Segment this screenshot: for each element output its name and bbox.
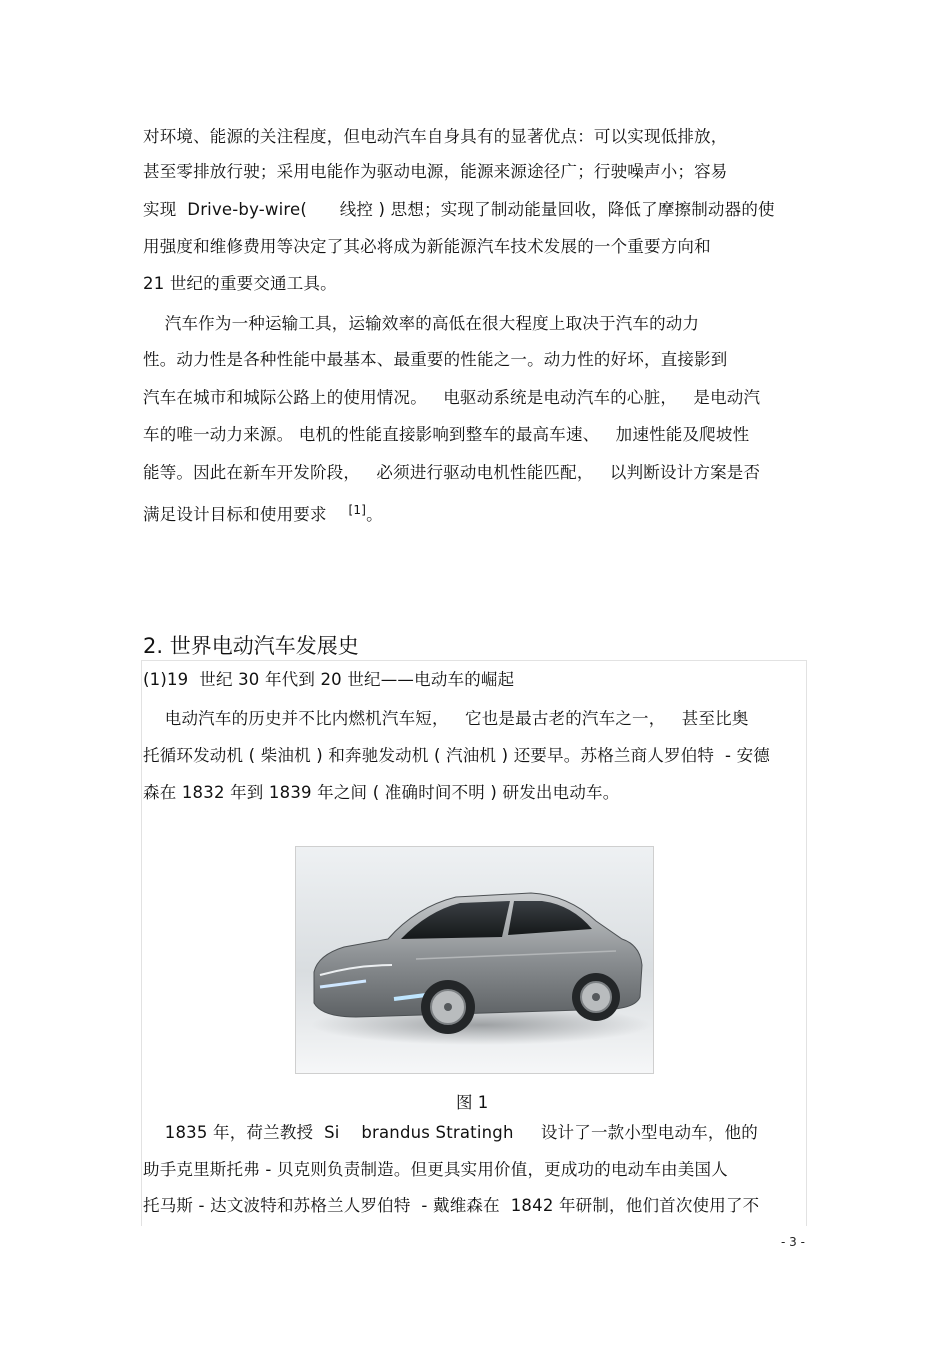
page-number: - 3 - <box>781 1235 805 1249</box>
text-line: 21 世纪的重要交通工具。 <box>143 274 337 293</box>
text-line: 汽车作为一种运输工具，运输效率的高低在很大程度上取决于汽车的动力 <box>143 314 700 333</box>
text-segment: 满足设计目标和使用要求 <box>143 505 327 524</box>
figure-caption: 图 1 <box>456 1093 489 1112</box>
text-line: 能等。因此在新车开发阶段， 必须进行驱动电机性能匹配， 以判断设计方案是否 <box>143 463 761 482</box>
text-line: 用强度和维修费用等决定了其必将成为新能源汽车技术发展的一个重要方向和 <box>143 237 711 256</box>
text-line: 性。动力性是各种性能中最基本、最重要的性能之一。动力性的好坏，直接影到 <box>143 350 728 369</box>
text-line-with-citation <box>143 499 383 526</box>
subheading: (1)19 世纪 30 年代到 20 世纪——电动车的崛起 <box>143 670 515 689</box>
citation-link[interactable]: [1] <box>348 503 367 517</box>
text-line: 托循环发动机 ( 柴油机 ) 和奔驰发动机 ( 汽油机 ) 还要早。苏格兰商人罗伯特 - 安德 <box>143 746 770 765</box>
figure-image <box>295 846 654 1074</box>
end-mark: 。 <box>366 505 383 524</box>
car-icon <box>296 847 653 1073</box>
text-line: 车的唯一动力来源。 电机的性能直接影响到整车的最高车速、 加速性能及爬坡性 <box>143 425 750 444</box>
text-line: 助手克里斯托弗 - 贝克则负责制造。但更具实用价值，更成功的电动车由美国人 <box>143 1160 728 1179</box>
text-line: 实现 Drive-by-wire( 线控 ) 思想；实现了制动能量回收，降低了摩擦制动器的使 <box>143 200 775 219</box>
text-line: 电动汽车的历史并不比内燃机汽车短， 它也是最古老的汽车之一， 甚至比奥 <box>143 709 749 728</box>
text-line: 对环境、能源的关注程度，但电动汽车自身具有的显著优点：可以实现低排放， <box>143 127 728 146</box>
text-line: 甚至零排放行驶；采用电能作为驱动电源，能源来源途径广；行驶噪声小；容易 <box>143 162 728 181</box>
text-line: 森在 1832 年到 1839 年之间 ( 准确时间不明 ) 研发出电动车。 <box>143 783 620 802</box>
text-line: 托马斯 - 达文波特和苏格兰人罗伯特 - 戴维森在 1842 年研制，他们首次使用了不 <box>143 1196 760 1215</box>
text-line: 1835 年，荷兰教授 Si brandus Stratingh 设计了一款小型电动车，他的 <box>143 1123 758 1142</box>
section-heading: 2. 世界电动汽车发展史 <box>143 634 359 658</box>
text-line: 汽车在城市和城际公路上的使用情况。 电驱动系统是电动汽车的心脏， 是电动汽 <box>143 388 761 407</box>
